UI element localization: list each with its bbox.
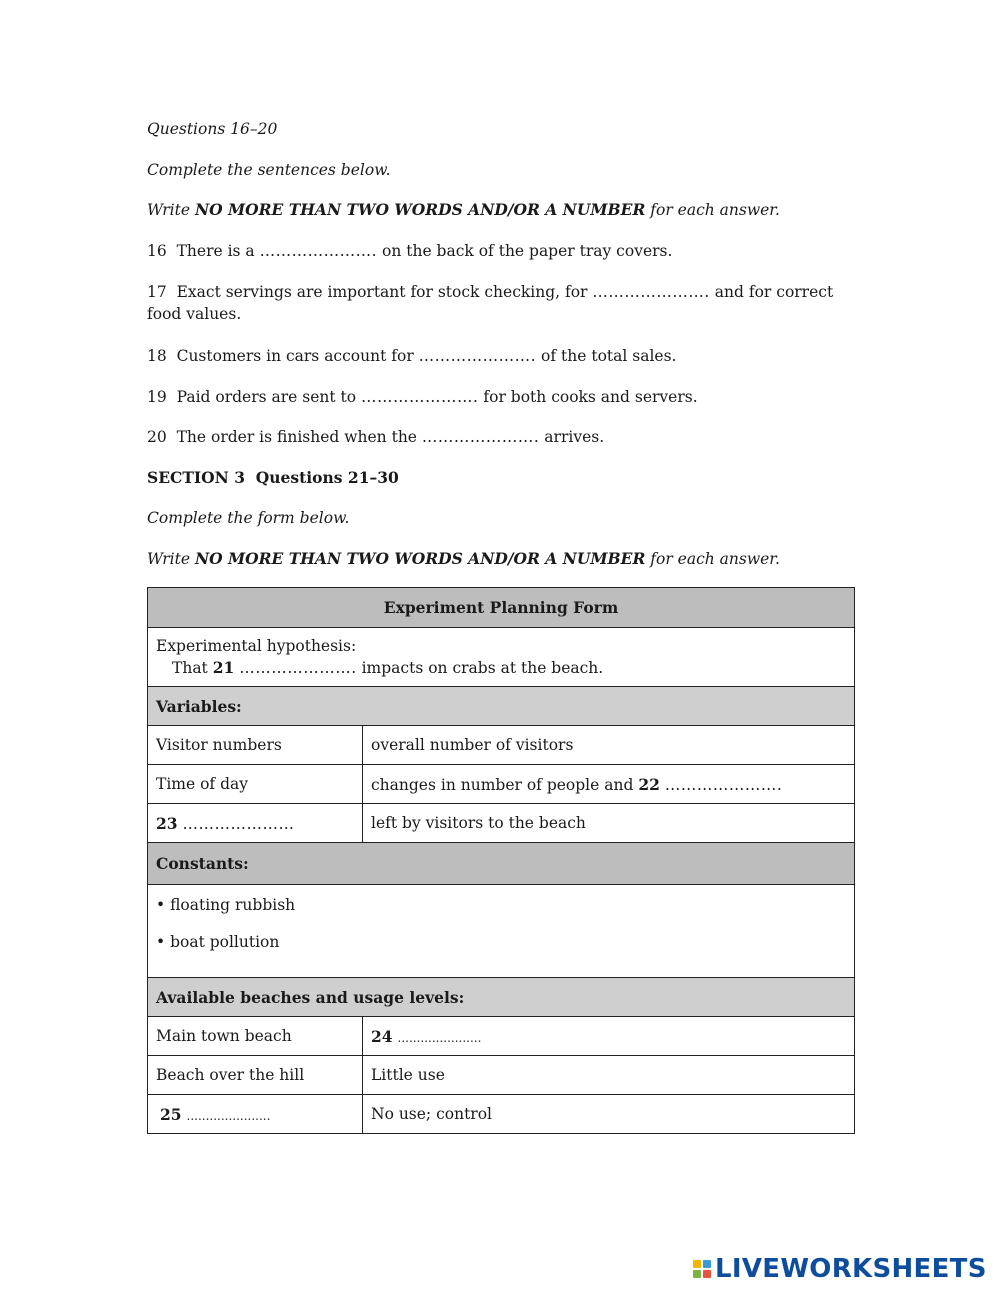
liveworksheets-logo	[693, 1252, 987, 1286]
answer-blank-16[interactable]: ………………….	[259, 242, 378, 260]
form-title: Experiment Planning Form	[148, 588, 855, 628]
answer-blank-22[interactable]: ………………….	[664, 775, 783, 794]
question-number: 18	[147, 347, 167, 365]
question-18: 18 Customers in cars account for …………………. of the total sales.	[147, 347, 677, 365]
variable-detail: changes in number of people and 22 ………………….	[363, 765, 855, 804]
questions-heading: Questions 16–20	[147, 120, 278, 138]
question-17: 17 Exact servings are important for stock checking, for …………………. and for correct food values.	[147, 283, 834, 323]
hypothesis-label: Experimental hypothesis:	[156, 637, 357, 655]
beach-name: Main town beach	[148, 1017, 363, 1056]
logo-square-icon	[703, 1270, 711, 1278]
variable-name: Visitor numbers	[148, 726, 363, 765]
logo-mark-icon	[693, 1260, 711, 1278]
variable-detail: left by visitors to the beach	[363, 804, 855, 843]
answer-blank-20[interactable]: ………………….	[421, 428, 540, 446]
word-limit-instruction: Write NO MORE THAN TWO WORDS AND/OR A NUMBER for each answer.	[147, 200, 780, 219]
usage-level: 24 ......................	[363, 1017, 855, 1056]
variable-detail: overall number of visitors	[363, 726, 855, 765]
form-word-limit-instruction: Write NO MORE THAN TWO WORDS AND/OR A NUMBER for each answer.	[147, 549, 780, 568]
question-16: 16 There is a …………………. on the back of the paper tray covers.	[147, 242, 673, 260]
beaches-header: Available beaches and usage levels:	[148, 978, 855, 1017]
question-20: 20 The order is finished when the …………………. arrives.	[147, 428, 605, 446]
beach-name: 25 ......................	[148, 1095, 363, 1134]
question-number: 16	[147, 242, 167, 260]
table-row	[148, 1095, 855, 1134]
logo-square-icon	[693, 1270, 701, 1278]
task-instruction: Complete the sentences below.	[147, 161, 391, 179]
usage-level: No use; control	[363, 1095, 855, 1134]
answer-blank-23[interactable]: …………………	[182, 814, 295, 833]
beach-name: Beach over the hill	[148, 1056, 363, 1095]
brand-name: LIVEWORKSHEETS	[715, 1254, 987, 1284]
form-task-instruction: Complete the form below.	[147, 509, 350, 527]
variable-name: 23 …………………	[148, 804, 363, 843]
list-item: • floating rubbish	[156, 896, 296, 914]
question-19: 19 Paid orders are sent to …………………. for both cooks and servers.	[147, 388, 698, 406]
answer-blank-19[interactable]: ………………….	[361, 388, 479, 406]
hypothesis-cell	[148, 628, 855, 687]
answer-blank-17[interactable]: ………………….	[592, 283, 710, 301]
list-item: • boat pollution	[156, 933, 280, 951]
usage-level: Little use	[363, 1056, 855, 1095]
answer-blank-24[interactable]: ......................	[397, 1030, 482, 1045]
answer-blank-25[interactable]: ......................	[186, 1108, 271, 1123]
constants-list	[148, 885, 855, 978]
table-row	[148, 1017, 855, 1056]
logo-square-icon	[703, 1260, 711, 1268]
section-heading: SECTION 3 Questions 21–30	[147, 468, 399, 487]
question-number: 17	[147, 283, 167, 301]
table-row	[148, 804, 855, 843]
table-row	[148, 1056, 855, 1095]
answer-blank-18[interactable]: ………………….	[418, 347, 537, 365]
logo-square-icon	[693, 1260, 701, 1268]
variable-name: Time of day	[148, 765, 363, 804]
experiment-planning-form	[147, 587, 855, 1134]
hypothesis-text: That 21 …………………. impacts on crabs at the beach.	[172, 658, 604, 677]
answer-blank-21[interactable]: ………………….	[239, 659, 357, 677]
question-number: 19	[147, 388, 167, 406]
table-row	[148, 765, 855, 804]
table-row	[148, 726, 855, 765]
question-number: 20	[147, 428, 167, 446]
constants-header: Constants:	[148, 843, 855, 885]
variables-header: Variables:	[148, 687, 855, 726]
